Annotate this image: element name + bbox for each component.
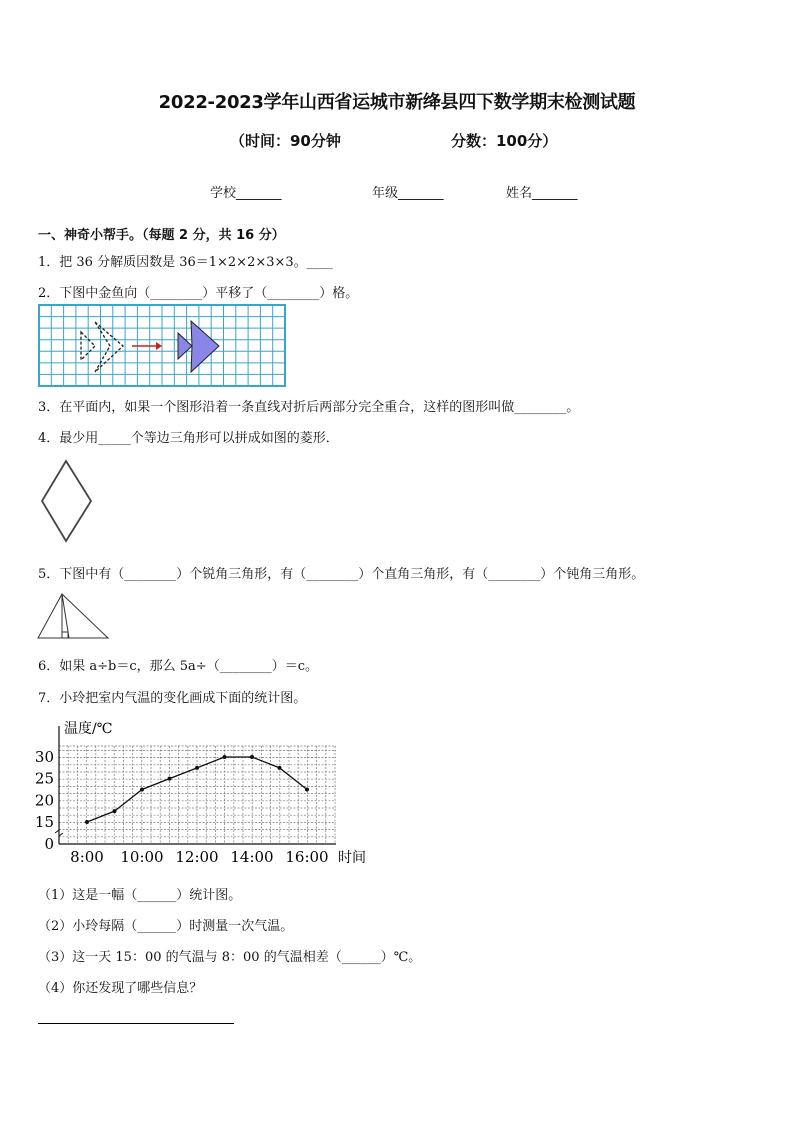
data-point [85,820,89,824]
x-tick-label: 12:00 [175,848,219,866]
data-point [168,777,172,781]
question-4: 4．最少用_____个等边三角形可以拼成如图的菱形． [38,431,339,446]
question-7-2: （2）小玲每隔（______）时测量一次气温。 [38,919,294,934]
exam-score: 分数：100分） [451,132,558,150]
question-2: 2．下图中金鱼向（________）平移了（________）格。 [38,286,359,301]
data-point [305,788,309,792]
question-7-4: （4）你还发现了哪些信息？ [38,981,203,996]
grade-field: 年级_______ [372,186,444,201]
page-title: 2022-2023学年山西省运城市新绛县四下数学期末检测试题 [158,92,636,113]
question-5: 5．下图中有（________）个锐角三角形，有（________）个直角三角形，有（________）个钝角三角形。 [38,567,645,582]
y-tick-label: 0 [44,835,54,853]
data-point [250,755,254,759]
rhombus-figure [40,458,94,544]
x-axis-label: 时间 [338,850,366,866]
question-3: 3．在平面内，如果一个图形沿着一条直线对折后两部分完全重合，这样的图形叫做________。 [38,400,580,415]
answer-line [38,1023,234,1024]
y-tick-label: 25 [34,769,54,788]
y-tick-label: 20 [34,791,54,810]
question-7: 7．小玲把室内气温的变化画成下面的统计图。 [38,691,307,706]
data-point [140,788,144,792]
question-1: 1．把 36 分解质因数是 36＝1×2×2×3×3。____ [38,255,333,270]
triangle-figure [37,592,111,642]
x-tick-label: 10:00 [120,848,164,866]
data-point [223,755,227,759]
question-7-1: （1）这是一幅（______）统计图。 [38,888,242,903]
x-tick-label: 14:00 [230,848,274,866]
name-field: 姓名_______ [506,186,578,201]
x-tick-label: 16:00 [285,848,329,866]
section-heading: 一、神奇小帮手。（每题 2 分，共 16 分） [38,228,285,243]
arrow-head-icon [156,342,162,350]
data-point [278,766,282,770]
data-point [195,766,199,770]
y-tick-label: 30 [34,748,54,766]
question-7-3: （3）这一天 15：00 的气温与 8：00 的气温相差（______）℃。 [38,950,422,965]
question-6: 6．如果 a÷b＝c，那么 5a÷（________）＝c。 [38,659,318,674]
y-axis-label: 温度/℃ [64,721,113,737]
school-field: 学校_______ [210,186,282,201]
temperature-line-chart [30,716,370,866]
y-tick-label: 15 [34,813,54,831]
fish-grid-figure [38,304,286,388]
fish-original [81,322,123,372]
data-point [113,809,117,813]
axis-break-icon [55,830,63,836]
x-tick-label: 8:00 [70,848,104,866]
fish-moved [178,321,219,372]
exam-time: （时间：90分钟 [230,132,341,150]
